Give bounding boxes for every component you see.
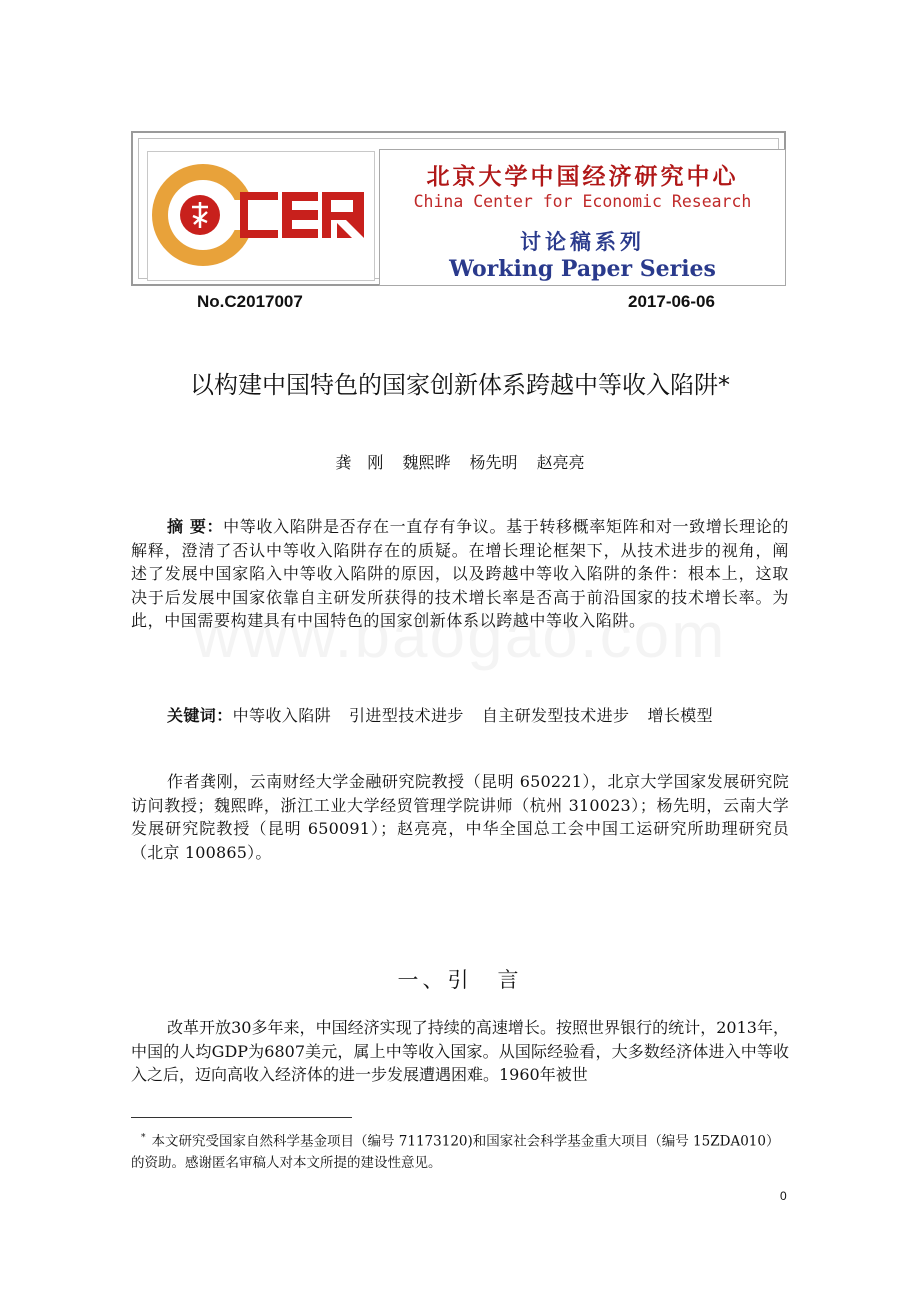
keywords-label: 关键词： <box>167 706 233 725</box>
footnote-divider <box>131 1117 352 1118</box>
center-name-en: China Center for Economic Research <box>413 192 752 211</box>
banner-inner-frame <box>138 138 779 282</box>
series-name-en: Working Paper Series <box>449 256 716 282</box>
section-heading: 一、引 言 <box>397 968 523 992</box>
ccer-logo <box>147 151 375 281</box>
page-number: 0 <box>780 1189 787 1203</box>
paper-title: 以构建中国特色的国家创新体系跨越中等收入陷阱* <box>190 371 730 399</box>
paper-date: 2017-06-06 <box>628 292 715 311</box>
abstract-label: 摘 要： <box>167 517 224 536</box>
abstract <box>131 515 789 633</box>
footnote <box>131 1128 789 1174</box>
keyword-item: 增长模型 <box>647 706 714 725</box>
footnote-text: 本文研究受国家自然科学基金项目（编号 71173120)和国家社会科学基金重大项目（编号 15ZDA010）的资助。感谢匿名审稿人对本文所提的建设性意见。 <box>131 1133 780 1171</box>
footnote-marker: * <box>141 1133 146 1143</box>
abstract-text: 中等收入陷阱是否存在一直存有争议。基于转移概率矩阵和对一致增长理论的解释，澄清了否认中等收入陷阱存在的质疑。在增长理论框架下，从技术进步的视角，阐述了发展中国家陷入中等收入陷阱的原因，以及跨越中等收入陷阱的条件：根本上，这取决于后发展中国家依靠自主研发所获得的技术增长率是否高于前沿国家的技术增长率。为此，中国需要构建具有中国特色的国家创新体系以跨越中等收入陷阱。 <box>131 517 789 631</box>
keywords <box>131 704 789 728</box>
keyword-item: 中等收入陷阱 <box>232 706 332 725</box>
ccer-logo-graphic <box>148 152 374 280</box>
keyword-item: 自主研发型技术进步 <box>481 706 630 725</box>
paper-number: No.C2017007 <box>197 292 303 311</box>
ccer-banner <box>131 131 786 286</box>
intro-paragraph: 改革开放30多年来，中国经济实现了持续的高速增长。按照世界银行的统计，2013年，中国的人均GDP为6807美元，属上中等收入国家。从国际经验看，大多数经济体进入中等收入之后，迈向高收入经济体的进一步发展遭遇困难。1960年被世 <box>131 1018 789 1085</box>
logo-wordmark <box>240 192 364 238</box>
series-name-cn: 讨论稿系列 <box>520 230 645 254</box>
keyword-item: 引进型技术进步 <box>349 706 464 725</box>
banner-title-panel <box>379 149 786 286</box>
center-name-cn: 北京大学中国经济研究中心 <box>426 164 739 190</box>
author-list: 龚 刚 魏熙晔 杨先明 赵亮亮 <box>335 453 585 472</box>
author-affiliations: 作者龚刚，云南财经大学金融研究院教授（昆明 650221），北京大学国家发展研究院访问教授；魏熙晔，浙江工业大学经贸管理学院讲师（杭州 310023）；杨先明，云南大学发展研究院教授（昆明 650091）；赵亮亮，中华全国总工会中国工运研究所助理研究员（北京 100865）。 <box>131 772 789 862</box>
